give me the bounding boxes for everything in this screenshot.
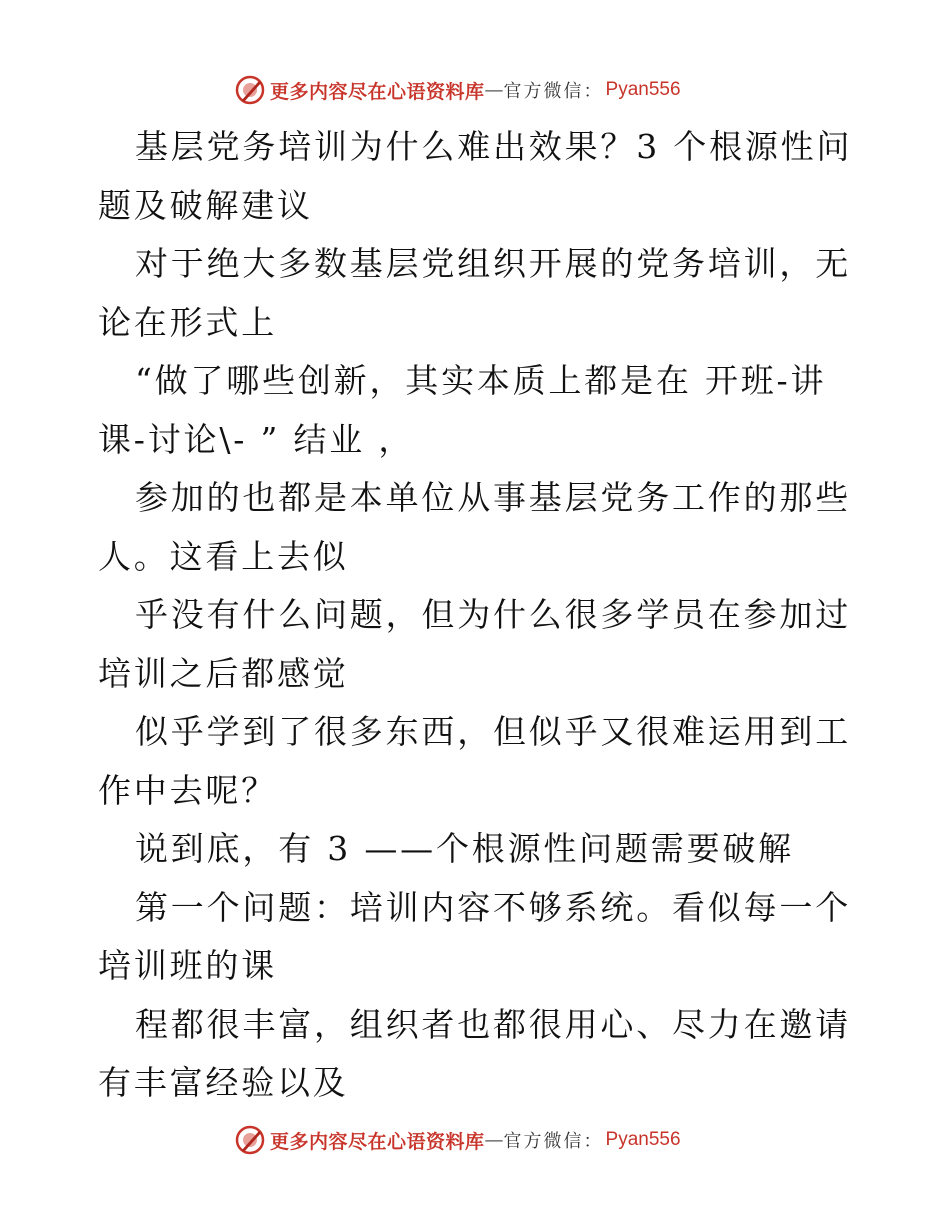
watermark-dash: — [484,79,504,101]
paragraph: 参加的也都是本单位从事基层党务工作的那些人。这看上去似 [98,478,851,576]
header-watermark [234,72,681,108]
paragraph: 程都很丰富，组织者也都很用心、尽力在邀请有丰富经验以及 [98,1004,851,1102]
watermark-colon: ： [583,1131,602,1152]
watermark-brand-text: 更多内容尽在心语资料库 [270,1130,485,1153]
watermark-colon: ： [583,81,602,102]
paragraph-title: 基层党务培训为什么难出效果？3 个根源性问题及破解建议 [98,127,853,225]
watermark-wechat-id: Pyan556 [605,1129,681,1150]
watermark-wechat-label: 官方微信 [503,81,584,102]
pen-logo-icon [234,74,266,106]
paragraph: 似乎学到了很多东西，但似乎又很难运用到工作中去呢？ [98,712,851,810]
paragraph: 乎没有什么问题，但为什么很多学员在参加过培训之后都感觉 [98,595,851,693]
paragraph: “做了哪些创新，其实本质上都是在 开班-讲课-讨论\- ” 结业 ， [98,361,827,459]
watermark-dash: — [484,1129,504,1151]
paragraph: 对于绝大多数基层党组织开展的党务培训，无论在形式上 [98,244,851,342]
paragraph: 说到底，有 3 ——个根源性问题需要破解 [135,829,794,868]
paragraph: 第一个问题：培训内容不够系统。看似每一个培训班的课 [98,887,851,985]
footer-watermark [234,1122,681,1158]
watermark-wechat-label: 官方微信 [503,1131,584,1152]
document-body [98,118,858,1113]
watermark-brand-text: 更多内容尽在心语资料库 [270,80,485,103]
watermark-wechat-id: Pyan556 [605,79,681,100]
pen-logo-icon [234,1124,266,1156]
